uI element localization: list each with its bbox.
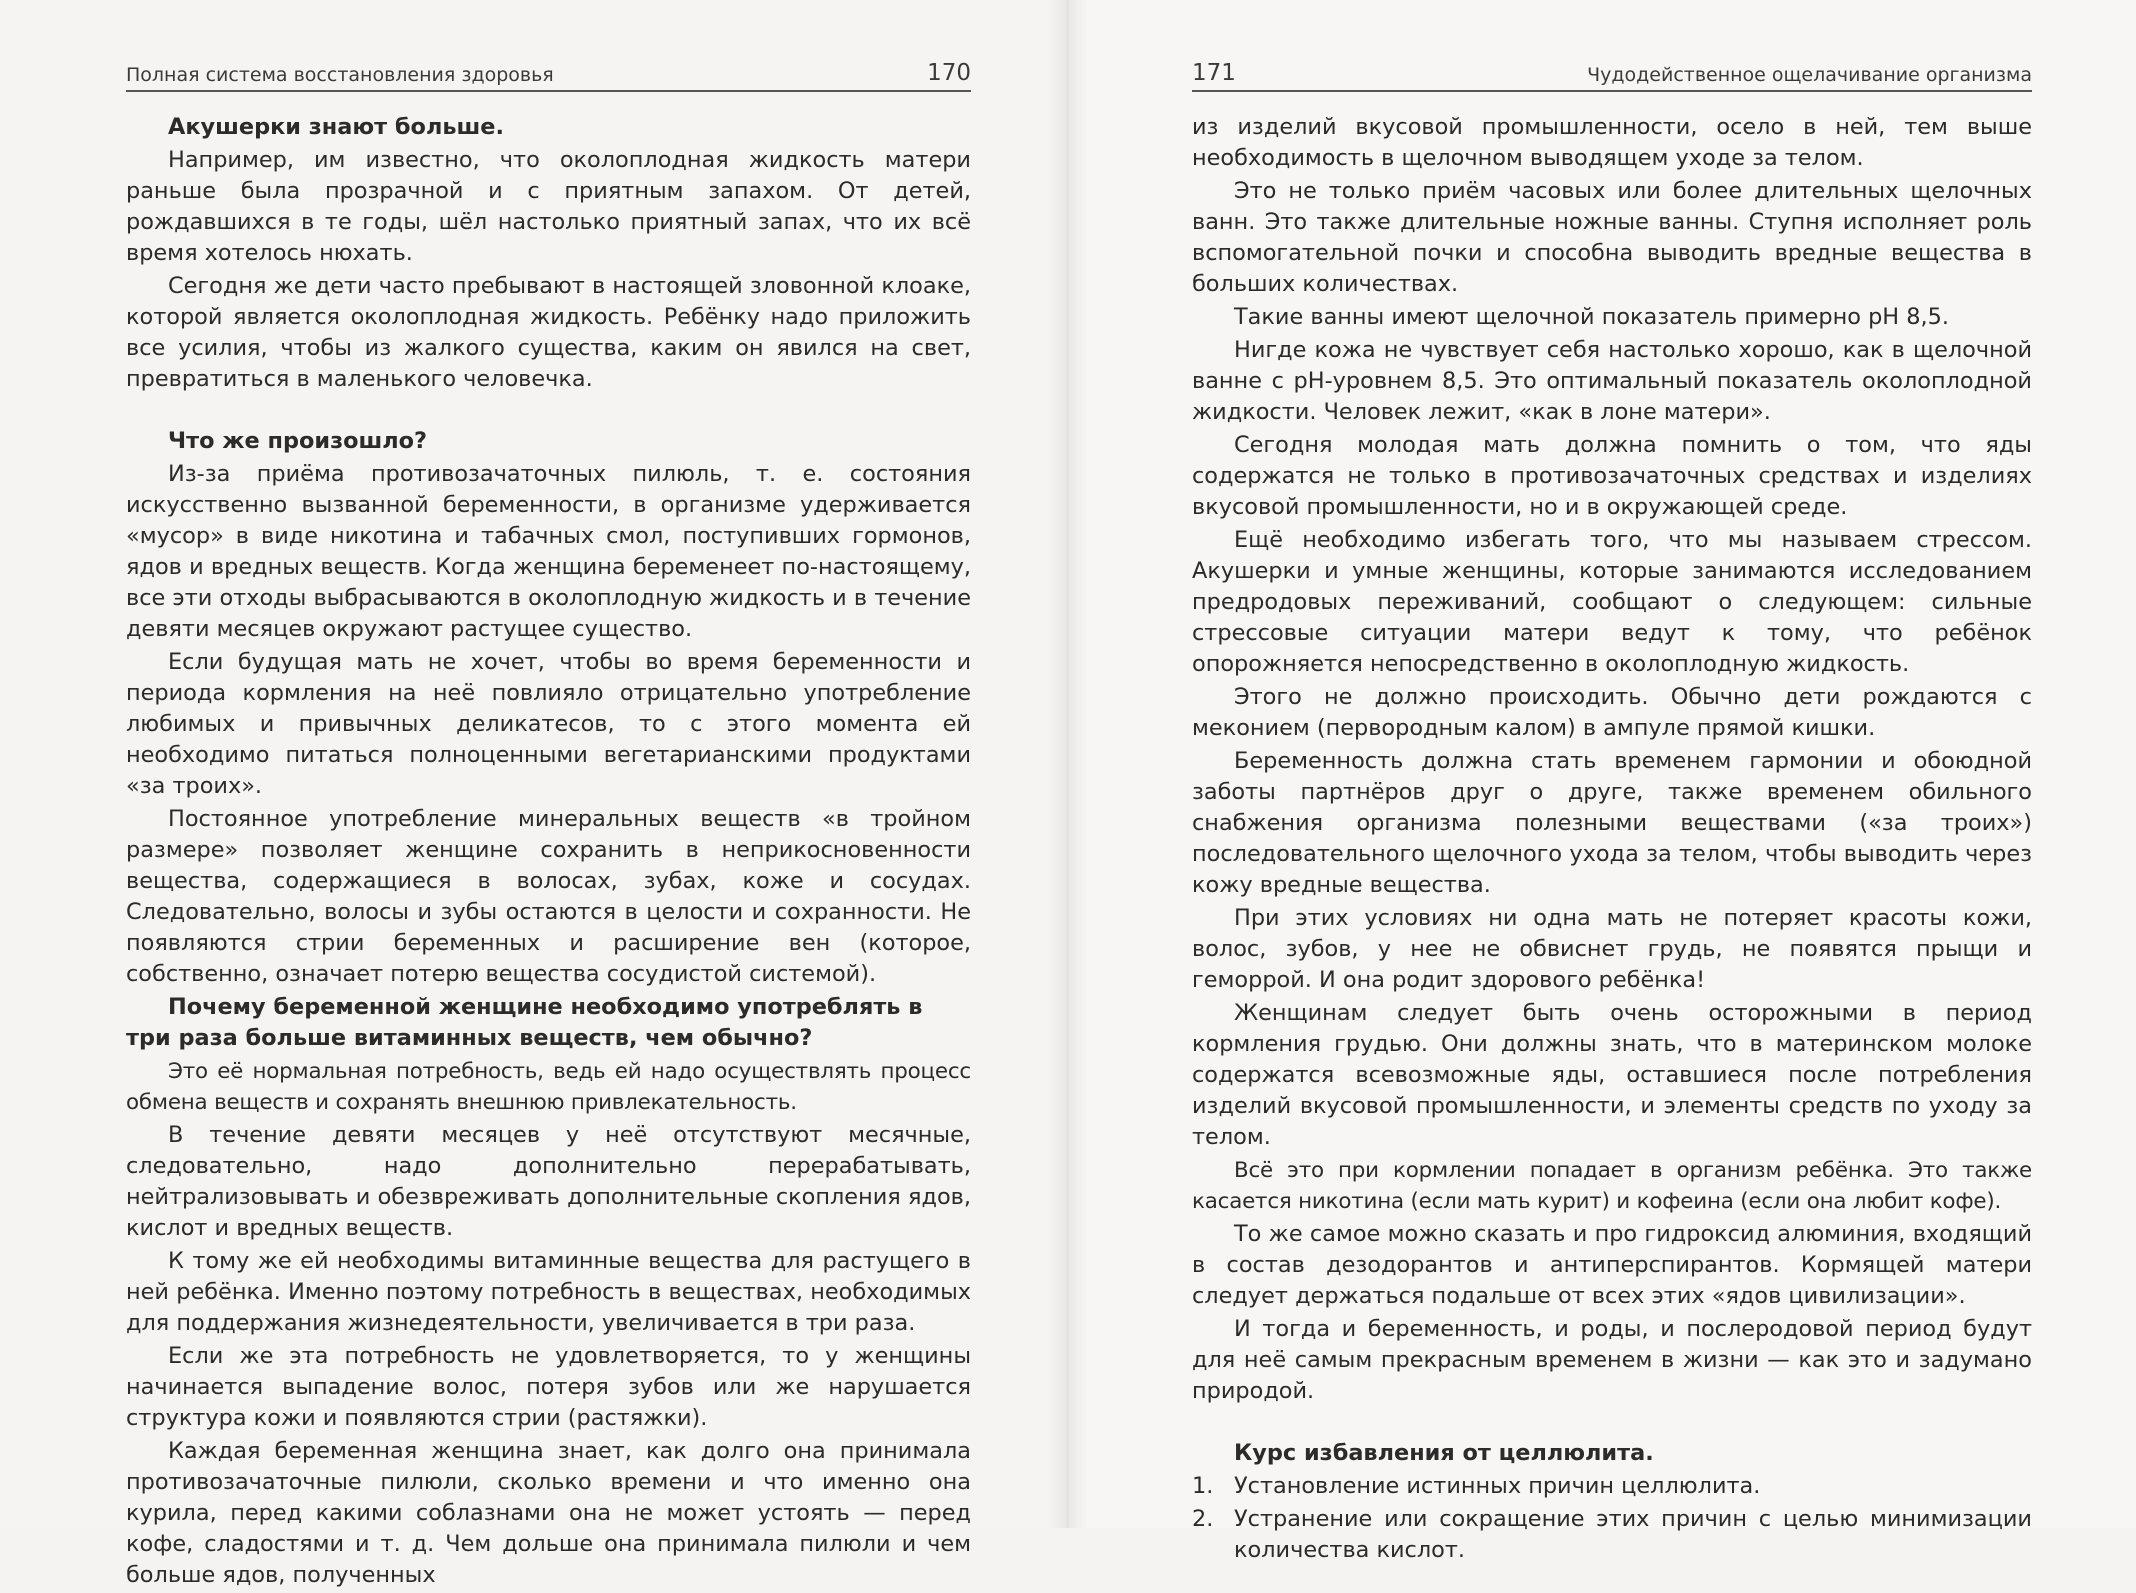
left-running-head (126, 52, 971, 92)
section-heading: Акушерки знают больше. (168, 114, 504, 140)
body-paragraph: Женщинам следует быть очень осторожными в период кормления грудью. Они должны знать, что в материнском молоке содержатся всевозможные яды, оставшиеся после потребления изделий вкусовой промышленности, и элементы средств по уходу за телом. (1192, 1000, 2032, 1150)
body-paragraph: Это её нормальная потребность, ведь ей надо осуществлять процесс обмена веществ и сохранять внешнюю привлекательность. (126, 1059, 971, 1115)
body-paragraph: Это не только приём часовых или более длительных щелочных ванн. Это также длительные ножные ванны. Ступня исполняет роль вспомогательной почки и способна выводить вредные вещества в больших количествах. (1192, 178, 2032, 297)
list-item (1192, 1471, 2032, 1502)
section-heading: Почему беременной женщине необходимо употреблять в три раза больше витаминных веществ, чем обычно? (126, 994, 923, 1051)
right-page (1068, 0, 2136, 1563)
list-item-number: 2. (1192, 1506, 1214, 1532)
section-heading: Курс избавления от целлюлита. (1234, 1440, 1654, 1466)
body-paragraph: Всё это при кормлении попадает в организм ребёнка. Это также касается никотина (если мать курит) и кофеина (если она любит кофе). (1192, 1158, 2032, 1214)
list-item (1192, 1504, 2032, 1566)
left-page-text (126, 112, 971, 1593)
body-paragraph: Такие ванны имеют щелочной показатель примерно pH 8,5. (1234, 304, 1949, 330)
right-page-text (1192, 112, 2032, 1568)
body-paragraph: из изделий вкусовой промышленности, осело в ней, тем выше необходимость в щелочном выводящем уходе за телом. (1192, 114, 2032, 171)
cellulite-course-list (1192, 1471, 2032, 1566)
list-item-number: 1. (1192, 1473, 1214, 1499)
body-paragraph: И тогда и беременность, и роды, и послеродовой период будут для неё самым прекрасным временем в жизни — как это и задумано природой. (1192, 1316, 2032, 1404)
body-paragraph: Из-за приёма противозачаточных пилюль, т. е. состояния искусственно вызванной беременности, в организме удерживается «мусор» в виде никотина и табачных смол, поступивших гормонов, ядов и вредных веществ. Когда женщина беременеет по-настоящему, все эти отходы выбрасываются в околоплодную жидкость и в течение девяти месяцев окружают растущее существо. (126, 461, 971, 642)
body-paragraph: Если же эта потребность не удовлетворяется, то у женщины начинается выпадение волос, потеря зубов или же нарушается структура кожи и появляются стрии (растяжки). (126, 1343, 971, 1431)
body-paragraph: Если будущая мать не хочет, чтобы во время беременности и периода кормления на неё повлияло отрицательно употребление любимых и привычных деликатесов, то с этого момента ей необходимо питаться полноценными вегетарианскими продуктами «за троих». (126, 649, 971, 799)
body-paragraph: Каждая беременная женщина знает, как долго она принимала противозачаточные пилюли, сколько времени и что именно она курила, перед какими соблазнами она не может устоять — перед кофе, сладостями и т. д. Чем дольше она принимала пилюли и чем больше ядов, полученных (126, 1438, 971, 1588)
section-heading: Что же произошло? (168, 428, 428, 454)
body-paragraph: Например, им известно, что околоплодная жидкость матери раньше была прозрачной и с приятным запахом. От детей, рождавшихся в те годы, шёл настолько приятный запах, что их всё время хотелось нюхать. (126, 147, 971, 266)
body-paragraph: Ещё необходимо избегать того, что мы называем стрессом. Акушерки и умные женщины, которые занимаются исследованием предродовых переживаний, сообщают о следующем: сильные стрессовые ситуации матери ведут к тому, что ребёнок опорожняется непосредственно в околоплодную жидкость. (1192, 527, 2032, 677)
right-running-head (1192, 52, 2032, 92)
left-running-title: Полная система восстановления здоровья (126, 64, 554, 86)
body-paragraph: Нигде кожа не чувствует себя настолько хорошо, как в щелочной ванне с pH-уровнем 8,5. Это оптимальный показатель околоплодной жидкости. Человек лежит, «как в лоне матери». (1192, 337, 2032, 425)
book-gutter-shadow (1048, 0, 1088, 1528)
body-paragraph: При этих условиях ни одна мать не потеряет красоты кожи, волос, зубов, у нее не обвиснет грудь, не появятся прыщи и геморрой. И она родит здорового ребёнка! (1192, 905, 2032, 993)
body-paragraph: То же самое можно сказать и про гидроксид алюминия, входящий в состав дезодорантов и антиперспирантов. Кормящей матери следует держаться подальше от всех этих «ядов цивилизации». (1192, 1221, 2032, 1309)
body-paragraph: Сегодня молодая мать должна помнить о том, что яды содержатся не только в противозачаточных средствах и изделиях вкусовой промышленности, но и в окружающей среде. (1192, 432, 2032, 520)
left-page (0, 0, 1068, 1588)
left-page-number: 170 (927, 60, 971, 86)
body-paragraph: В течение девяти месяцев у неё отсутствуют месячные, следовательно, надо дополнительно перерабатывать, нейтрализовывать и обезвреживать дополнительные скопления ядов, кислот и вредных веществ. (126, 1122, 971, 1241)
list-item-text: Устранение или сокращение этих причин с целью минимизации количества кислот. (1234, 1506, 2032, 1563)
body-paragraph: Беременность должна стать временем гармонии и обоюдной заботы партнёров друг о друге, также временем обильного снабжения организма полезными веществами («за троих») последовательного щелочного ухода за телом, чтобы выводить через кожу вредные вещества. (1192, 748, 2032, 898)
body-paragraph: Сегодня же дети часто пребывают в настоящей зловонной клоаке, которой является околоплодная жидкость. Ребёнку надо приложить все усилия, чтобы из жалкого существа, каким он явился на свет, превратиться в маленького человечка. (126, 273, 971, 392)
list-item-text: Установление истинных причин целлюлита. (1234, 1473, 1761, 1499)
body-paragraph: К тому же ей необходимы витаминные вещества для растущего в ней ребёнка. Именно поэтому потребность в веществах, необходимых для поддержания жизнедеятельности, увеличивается в три раза. (126, 1248, 971, 1336)
body-paragraph: Постоянное употребление минеральных веществ «в тройном размере» позволяет женщине сохранить в неприкосновенности вещества, содержащиеся в волосах, зубах, коже и сосудах. Следовательно, волосы и зубы остаются в целости и сохранности. Не появляются стрии беременных и расширение вен (которое, собственно, означает потерю вещества сосудистой системой). (126, 806, 971, 987)
body-paragraph: Этого не должно происходить. Обычно дети рождаются с меконием (первородным калом) в ампуле прямой кишки. (1192, 684, 2032, 741)
right-running-title: Чудодейственное ощелачивание организма (1587, 64, 2032, 86)
right-page-number: 171 (1192, 60, 1236, 86)
